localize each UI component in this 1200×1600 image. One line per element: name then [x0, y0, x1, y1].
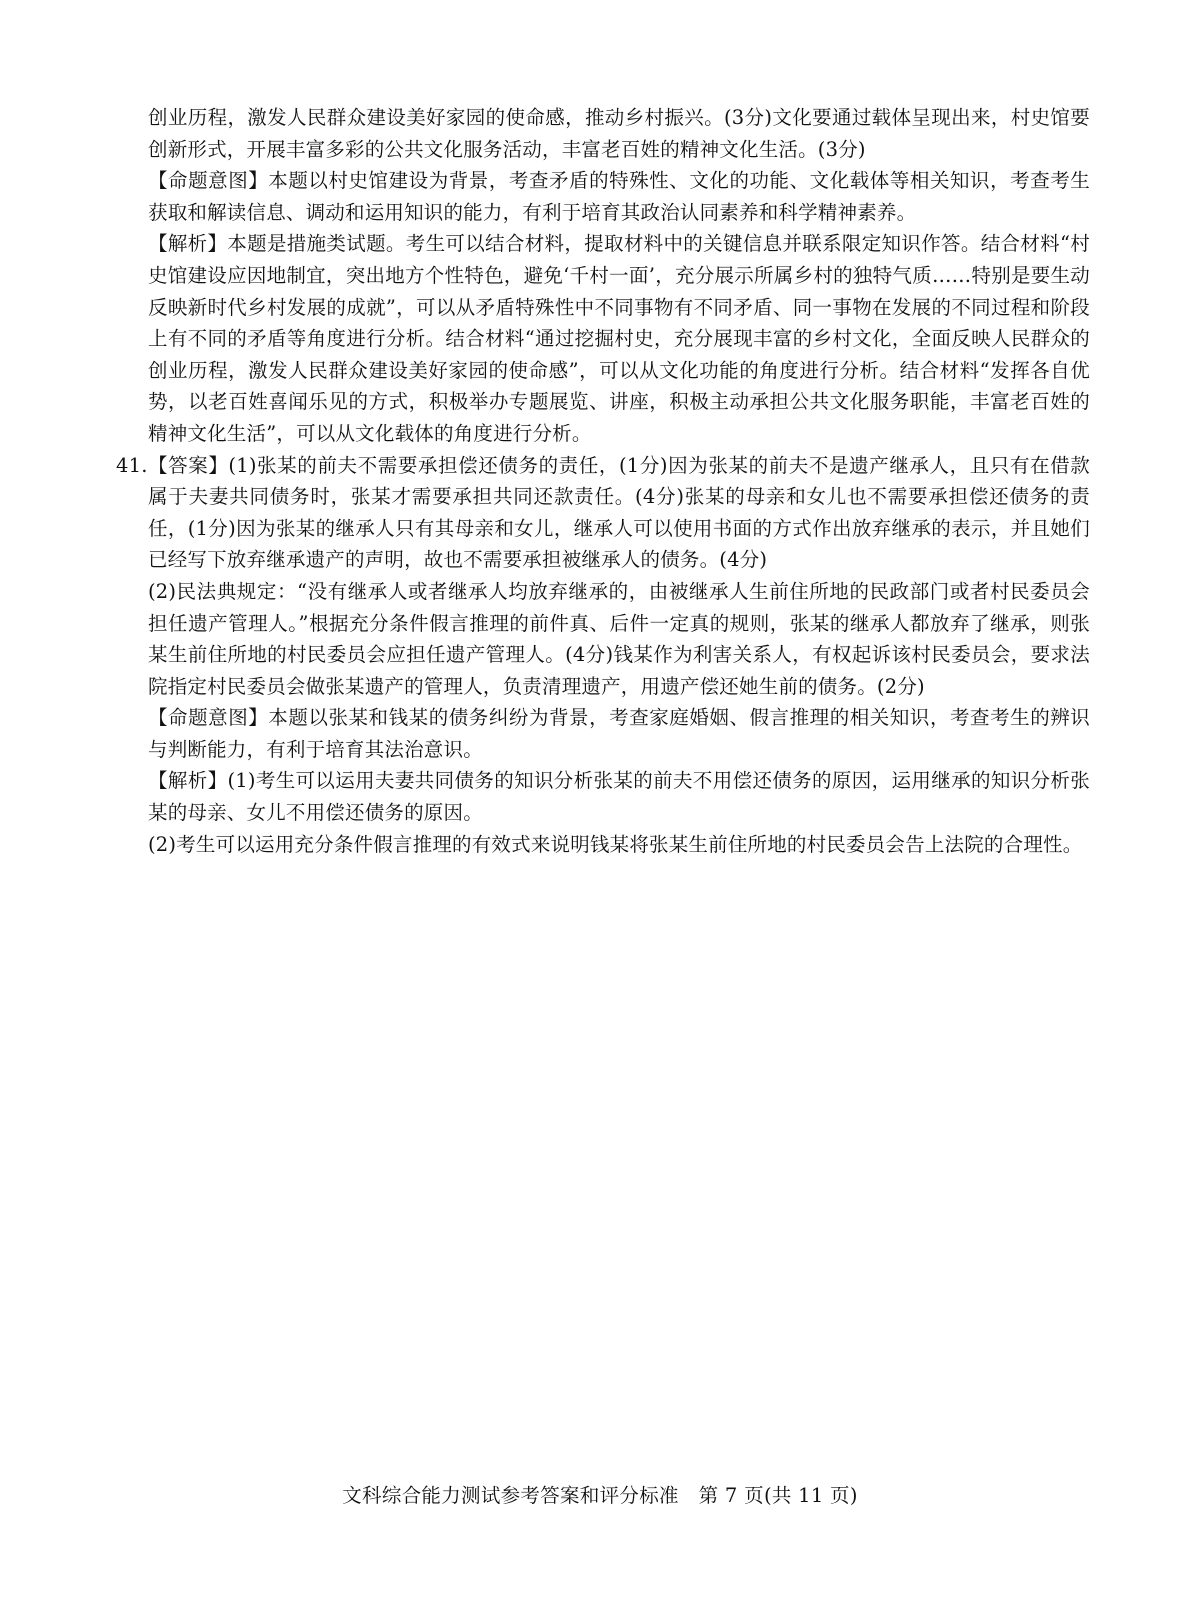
paragraph-q41-analysis-part1: 【解析】(1)考生可以运用夫妻共同债务的知识分析张某的前夫不用偿还债务的原因，运用继承的知识分析张某的母亲、女儿不用偿还债务的原因。	[148, 769, 1090, 825]
paragraph-q40-analysis: 【解析】本题是措施类试题。考生可以结合材料，提取材料中的关键信息并联系限定知识作答。结合材料“村史馆建设应因地制宜，突出地方个性特色，避免‘千村一面’，充分展示所属乡村的独特气质……特别是要生动反映新时代乡村发展的成就”，可以从矛盾特殊性中不同事物有不同矛盾、同一事物在发展的不同过程和阶段上有不同的矛盾等角度进行分析。结合材料“通过挖掘村史，充分展现丰富的乡村文化，全面反映人民群众的创业历程，激发人民群众建设美好家园的使命感”，可以从文化功能的角度进行分析。结合材料“发挥各自优势，以老百姓喜闻乐见的方式，积极举办专题展览、讲座，积极主动承担公共文化服务职能，丰富老百姓的精神文化生活”，可以从文化载体的角度进行分析。	[148, 232, 1090, 445]
paragraph-q40-intent: 【命题意图】本题以村史馆建设为背景，考查矛盾的特殊性、文化的功能、文化载体等相关知识，考查考生获取和解读信息、调动和运用知识的能力，有利于培育其政治认同素养和科学精神素养。	[148, 169, 1090, 224]
paragraph-q40-continuation: 创业历程，激发人民群众建设美好家园的使命感，推动乡村振兴。(3分)文化要通过载体呈现出来，村史馆要创新形式，开展丰富多彩的公共文化服务活动，丰富老百姓的精神文化生活。(3分)	[148, 106, 1090, 161]
paragraph-q41-analysis-part2: (2)考生可以运用充分条件假言推理的有效式来说明钱某将张某生前住所地的村民委员会告上法院的合理性。	[148, 832, 1083, 856]
paragraph-q41-answer-part1: 【答案】(1)张某的前夫不需要承担偿还债务的责任，(1分)因为张某的前夫不是遗产继承人，且只有在借款属于夫妻共同债务时，张某才需要承担共同还款责任。(4分)张某的母亲和女儿也不需要承担偿还债务的责任，(1分)因为张某的继承人只有其母亲和女儿，继承人可以使用书面的方式作出放弃继承的表示，并且她们已经写下放弃继承遗产的声明，故也不需要承担被继承人的债务。(4分)	[148, 453, 1090, 572]
question-41-block	[116, 450, 1090, 576]
question-number: 41.	[116, 453, 148, 477]
answer-document-body	[116, 102, 1090, 860]
paragraph-q41-answer-part2: (2)民法典规定：“没有继承人或者继承人均放弃继承的，由被继承人生前住所地的民政部门或者村民委员会担任遗产管理人。”根据充分条件假言推理的前件真、后件一定真的规则，张某的继承人都放弃了继承，则张某生前住所地的村民委员会应担任遗产管理人。(4分)钱某作为利害关系人，有权起诉该村民委员会，要求法院指定村民委员会做张某遗产的管理人，负责清理遗产，用遗产偿还她生前的债务。(2分)	[148, 579, 1090, 698]
paragraph-q41-intent: 【命题意图】本题以张某和钱某的债务纠纷为背景，考查家庭婚姻、假言推理的相关知识，考查考生的辨识与判断能力，有利于培育其法治意识。	[148, 706, 1090, 761]
page-footer: 文科综合能力测试参考答案和评分标准 第 7 页(共 11 页)	[342, 1484, 858, 1507]
